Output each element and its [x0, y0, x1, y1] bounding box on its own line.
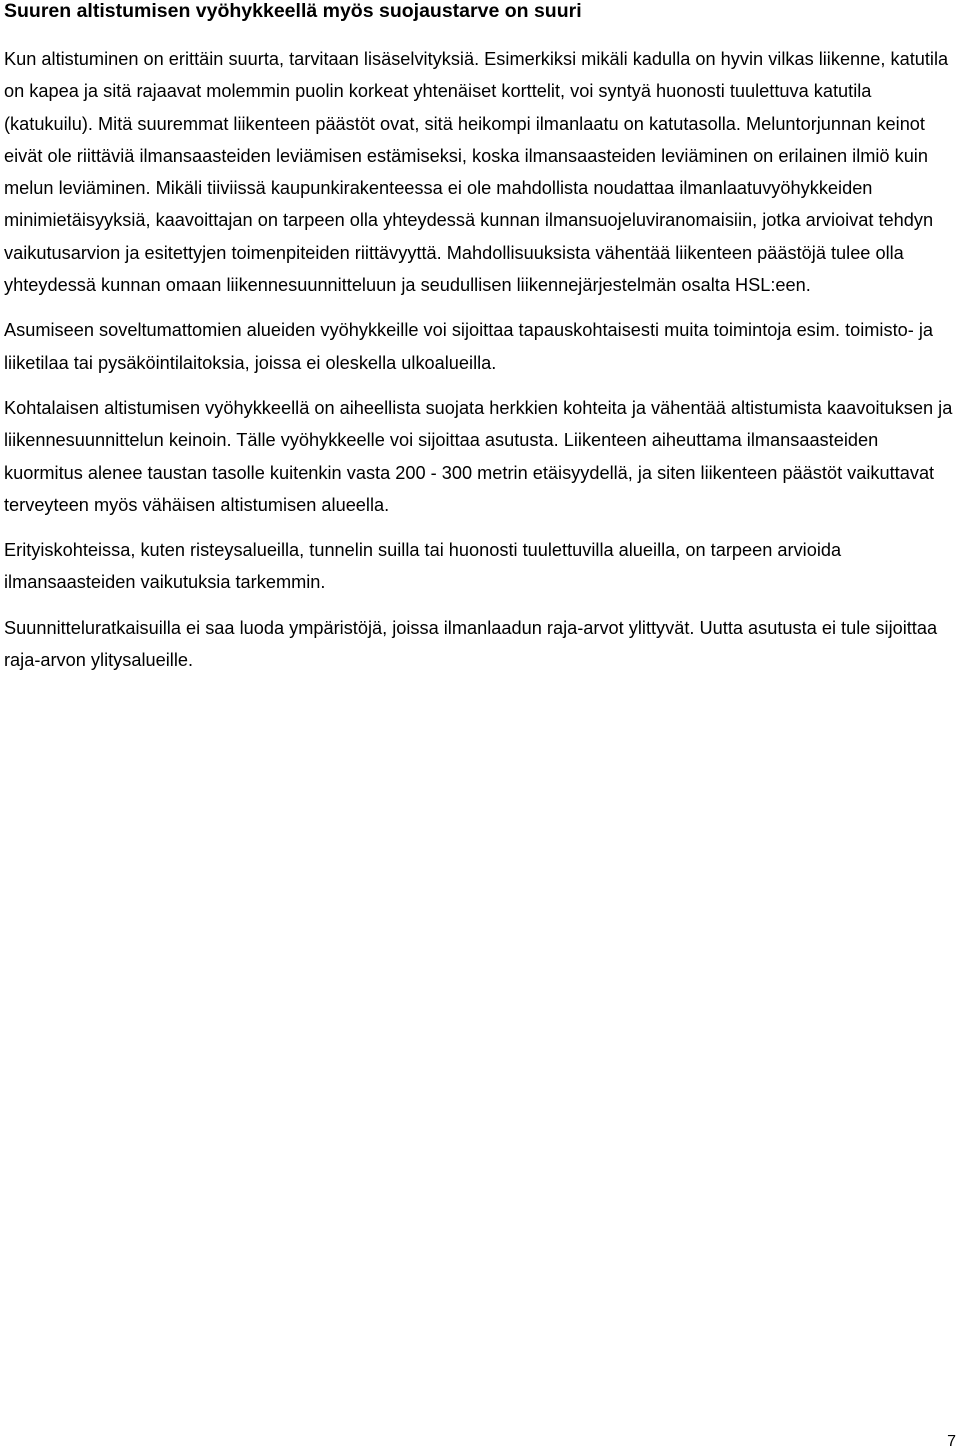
section-heading: Suuren altistumisen vyöhykkeellä myös suojaustarve on suuri [4, 0, 582, 22]
paragraph-moderate-exposure: Kohtalaisen altistumisen vyöhykkeellä on aiheellista suojata herkkien kohteita ja vähentää altistumista kaavoituksen ja liikennesuunnittelun keinoin. Tälle vyöhykkeelle voi sijoittaa asutusta. Liikenteen aiheuttama ilmansaasteiden kuormitus alenee taustan tasolle kuitenkin vasta 200 - 300 metrin etäisyydellä, ja siten liikenteen päästöt vaikuttavat terveyteen myös vähäisen altistumisen alueella. [4, 397, 953, 515]
paragraph-high-exposure: Kun altistuminen on erittäin suurta, tarvitaan lisäselvityksiä. Esimerkiksi mikäli kadulla on hyvin vilkas liikenne, katutila on kapea ja sitä rajaavat molemmin puolin korkeat yhtenäiset korttelit, voi syntyä huonosti tuulettuva katutila (katukuilu). Mitä suuremmat liikenteen päästöt ovat, sitä heikompi ilmanlaatu on katutasolla. Meluntorjunnan keinot eivät ole riittäviä ilmansaasteiden leviämisen estämiseksi, koska ilmansaasteiden leviäminen on erilainen ilmiö kuin melun leviäminen. Mikäli tiiviissä kaupunkirakenteessa ei ole mahdollista noudattaa ilmanlaatuvyöhykkeiden minimietäisyyksiä, kaavoittajan on tarpeen olla yhteydessä kunnan ilmansuojeluviranomaisiin, jotka arvioivat tehdyn vaikutusarvion ja esitettyjen toimenpiteiden riittävyyttä. Mahdollisuuksista vähentää liikenteen päästöjä tulee olla yhteydessä kunnan omaan liikennesuunnitteluun ja seudullisen liikennejärjestelmän osalta HSL:een. [4, 49, 949, 296]
document-page [4, 0, 956, 676]
paragraph-unsuitable-zones: Asumiseen soveltumattomien alueiden vyöhykkeille voi sijoittaa tapauskohtaisesti muita toimintoja esim. toimisto- ja liiketilaa tai pysäköintilaitoksia, joissa ei oleskella ulkoalueilla. [4, 320, 934, 373]
paragraph-special-sites: Erityiskohteissa, kuten risteysalueilla, tunnelin suilla tai huonosti tuulettuvilla alueilla, on tarpeen arvioida ilmansaasteiden vaikutuksia tarkemmin. [4, 540, 842, 593]
paragraph-limit-values: Suunnitteluratkaisuilla ei saa luoda ympäristöjä, joissa ilmanlaadun raja-arvot ylittyvät. Uutta asutusta ei tule sijoittaa raja-arvon ylitysalueille. [4, 617, 938, 671]
page-number: 7 [947, 1433, 956, 1450]
